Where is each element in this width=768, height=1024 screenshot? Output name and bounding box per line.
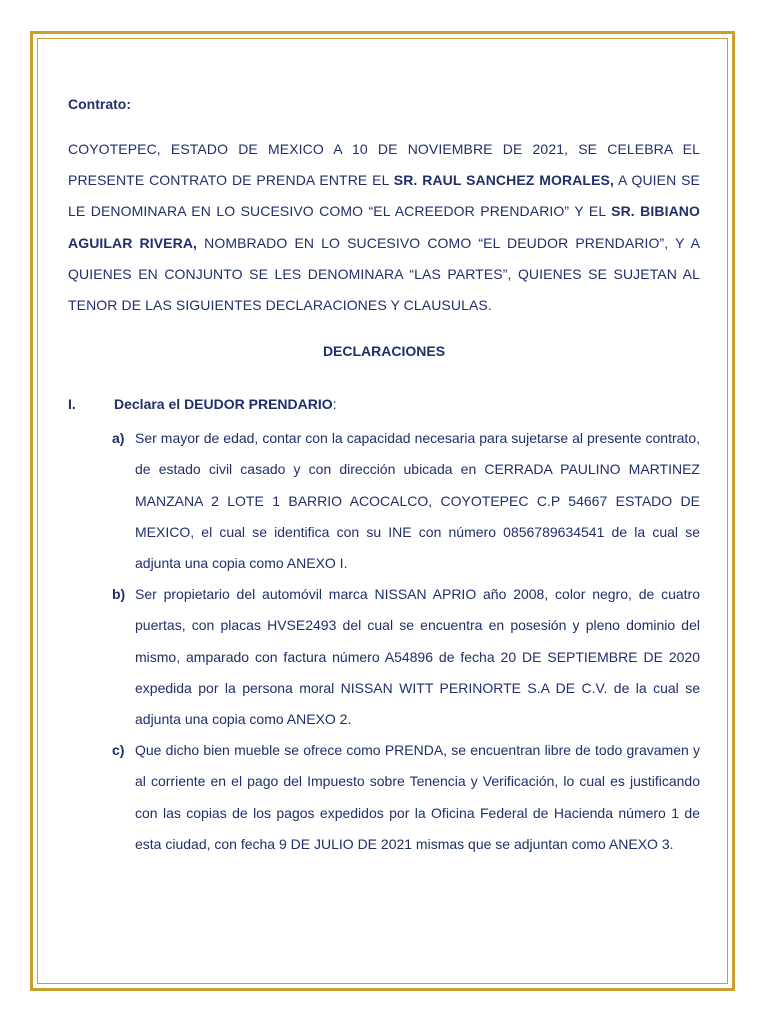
section-number: I. [68, 396, 76, 413]
item-text: Ser propietario del automóvil marca NISSAN APRIO año 2008, color negro, de cuatro puertas, con placas HVSE2493 del cual se encuentra en posesión y pleno dominio del mismo, amparado con factura número A54896 de fecha 20 DE SEPTIEMBRE DE 2020 expedida por la persona moral NISSAN WITT PERINORTE S.A DE C.V. de la cual se adjunta una copia como ANEXO 2. [135, 586, 700, 728]
item-text: Que dicho bien mueble se ofrece como PRENDA, se encuentran libre de todo gravamen y al corriente en el pago del Impuesto sobre Tenencia y Verificación, lo cual es justificando con las copias de los pagos expedidos por la Oficina Federal de Hacienda número 1 de esta ciudad, con fecha 9 DE JULIO DE 2021 mismas que se adjuntan como ANEXO 3. [135, 742, 700, 852]
section-label-bold: DEUDOR PRENDARIO [184, 396, 333, 413]
document-body [68, 90, 700, 860]
item-letter: b) [112, 586, 126, 603]
item-text: Ser mayor de edad, contar con la capacidad necesaria para sujetarse al presente contrato, de estado civil casado y con dirección ubicada en CERRADA PAULINO MARTINEZ MANZANA 2 LOTE 1 BARRIO ACOCALCO, COYOTEPEC C.P 54667 ESTADO DE MEXICO, el cual se identifica con su INE con número 0856789634541 de la cual se adjunta una copia como ANEXO I. [135, 430, 700, 572]
creditor-name: SR. RAUL SANCHEZ MORALES, [393, 172, 614, 189]
list-item [112, 735, 700, 860]
debtor-name: SR. BIBIANO AGUILAR RIVERA, [68, 203, 700, 251]
section-label-post: : [332, 396, 337, 413]
item-letter: a) [112, 430, 125, 447]
contract-label: Contrato: [68, 96, 131, 112]
section-label-pre: Declara el [114, 396, 185, 413]
intro-paragraph [68, 134, 700, 321]
declaraciones-title: DECLARACIONES [322, 343, 446, 360]
list-item [112, 423, 700, 579]
intro-text-1: COYOTEPEC, ESTADO DE MEXICO A 10 DE NOVIEMBRE DE 2021, SE CELEBRA EL PRESENTE CONTRATO DE PRENDA ENTRE EL [68, 141, 700, 189]
section-label [114, 389, 337, 419]
intro-text-2: A QUIEN SE LE DENOMINARA EN LO SUCESIVO COMO “EL ACREEDOR PRENDARIO” Y EL [68, 172, 700, 220]
section-I-heading [68, 389, 700, 419]
declaration-list [68, 423, 700, 860]
list-item [112, 579, 700, 735]
item-letter: c) [112, 742, 125, 759]
intro-text-3: NOMBRADO EN LO SUCESIVO COMO “EL DEUDOR PRENDARIO”, Y A QUIENES EN CONJUNTO SE LES DENOMINARA “LAS PARTES”, QUIENES SE SUJETAN AL TENOR DE LAS SIGUIENTES DECLARACIONES Y CLAUSULAS. [68, 234, 701, 314]
